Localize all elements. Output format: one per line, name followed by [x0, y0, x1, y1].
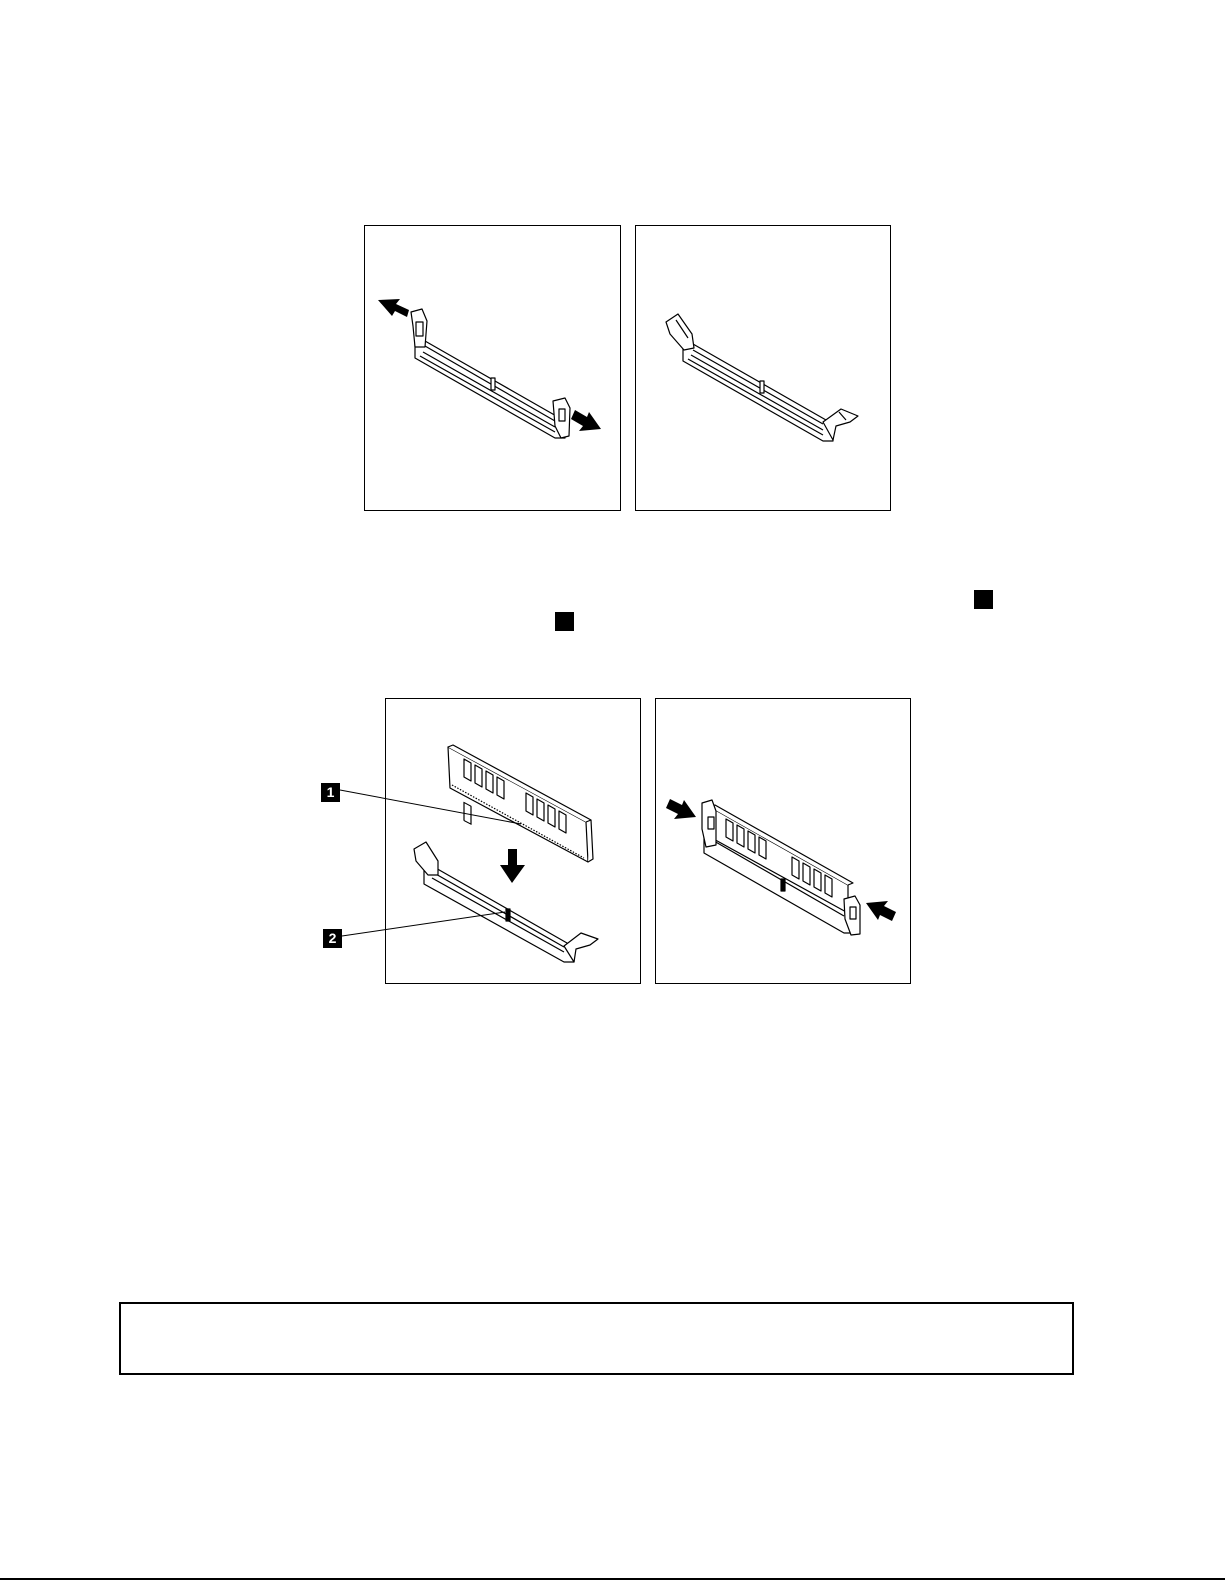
open-memory-slot-latches-icon [365, 226, 622, 512]
figure-bottom-left-panel [385, 698, 641, 984]
callout-marker [974, 590, 993, 609]
figure-top-left-panel [364, 225, 621, 511]
arrow-right-icon [571, 410, 601, 431]
align-memory-module-icon [386, 699, 642, 985]
callout-marker [555, 612, 574, 631]
note-box [119, 1302, 1074, 1375]
callout-1-marker: 1 [321, 783, 340, 802]
arrow-right-down-icon [666, 799, 696, 819]
footer-divider [0, 1578, 1225, 1580]
figure-top-right-panel [635, 225, 891, 511]
memory-slot-latches-open-icon [636, 226, 892, 512]
press-memory-module-icon [656, 699, 912, 985]
figure-bottom-right-panel [655, 698, 911, 984]
arrow-left-icon [378, 299, 409, 317]
arrow-down-icon [500, 849, 525, 883]
callout-2-marker: 2 [323, 929, 342, 948]
arrow-left-up-icon [866, 901, 896, 921]
